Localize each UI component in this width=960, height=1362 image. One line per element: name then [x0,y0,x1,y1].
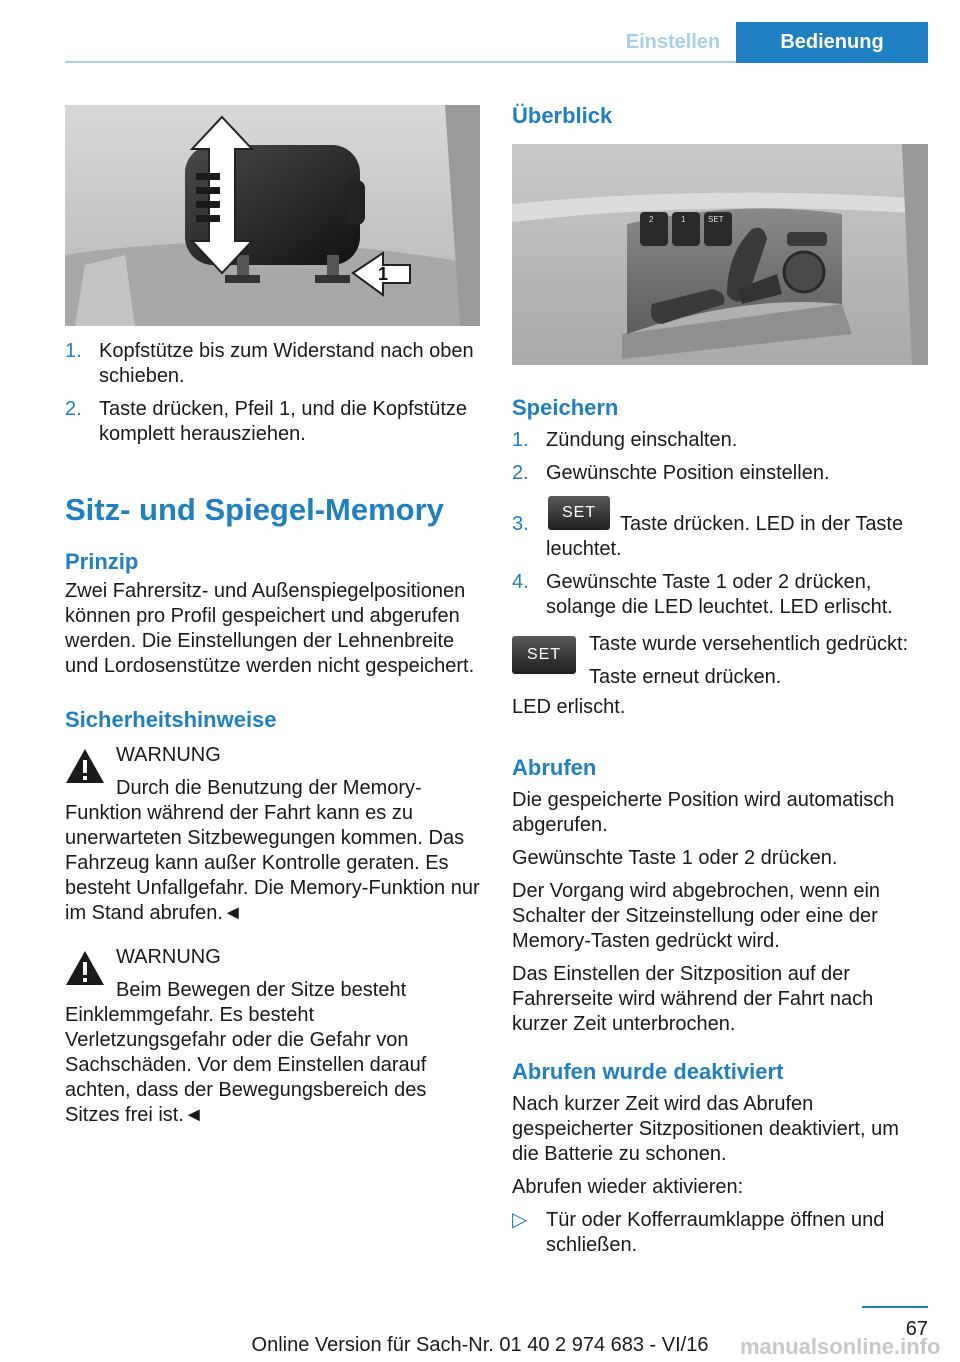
warning-label: WARNUNG [116,946,221,968]
list-item [65,339,480,389]
bullet-triangle-icon: ▷ [512,1209,528,1231]
step-number: 1. [65,340,82,362]
warning-text: Beim Bewegen der Sitze besteht Einklemmgefahr. Es besteht Verletzungsgefahr oder die Gefahr von Sachschäden. Vor dem Einstellen darauf achten, dass der Bewegungsbereich des Sitzes frei ist.◄ [65,979,427,1126]
safety-title: Sicherheitshinweise [65,707,277,732]
warning-block-1 [65,743,480,923]
warning-label: WARNUNG [116,744,221,766]
deactivated-paragraph-2: Abrufen wieder aktivieren: [512,1176,744,1198]
footer-rule [862,1306,928,1308]
set-button-icon: SET [512,636,576,674]
overview-title: Überblick [512,103,613,128]
step-text: Kopfstütze bis zum Widerstand nach oben schieben. [99,340,474,387]
list-item [512,494,928,564]
section-title: Sitz- und Spiegel-Memory [65,492,444,527]
save-step-list [512,428,928,486]
step-number: 2. [65,398,82,420]
tab-einstellen[interactable]: Einstellen [625,31,721,53]
note-block [512,632,928,722]
step-number: 1. [512,429,529,451]
warning-block-2 [65,945,480,1126]
memory-button-2-label: 2 [649,215,654,224]
memory-button-1-label: 1 [681,215,686,224]
list-item [65,397,480,447]
step-text: Taste drücken. LED in der Taste leuchtet. [546,513,904,560]
warning-text: Durch die Benutzung der Memory-Funktion während der Fahrt kann es zu unerwarteten Sitzbewegungen kommen. Das Fahrzeug kann außer Kontrolle geraten. Es besteht Unfallgefahr. Die Memory-Funktion nur im Stand abrufen.◄ [65,777,480,924]
recall-title: Abrufen [512,755,597,780]
headrest-image [65,105,480,326]
step-number: 3. [512,513,529,535]
recall-paragraph-3: Der Vorgang wird abgebrochen, wenn ein Schalter der Sitzeinstellung oder eine der Memory-Tasten gedrückt wird. [512,880,881,952]
list-item [512,1208,928,1263]
note-line-2: Taste erneut drücken. [589,666,782,688]
deactivated-title: Abrufen wurde deaktiviert [512,1059,784,1084]
step-text: Gewünschte Taste 1 oder 2 drücken, solange die LED leuchtet. LED erlischt. [546,571,893,618]
list-item [512,570,928,625]
save-title: Speichern [512,395,619,420]
deactivated-paragraph-1: Nach kurzer Zeit wird das Abrufen gespeicherter Sitzpositionen deaktiviert, um die Batterie zu schonen. [512,1093,899,1165]
callout-1: 1 [378,264,389,284]
note-line-1: Taste wurde versehentlich gedrückt: [589,633,909,655]
watermark: manualsonline.info [740,1334,941,1359]
page-number: 67 [905,1318,928,1340]
recall-paragraph-2: Gewünschte Taste 1 oder 2 drücken. [512,847,838,869]
step-number: 2. [512,462,529,484]
step-text: Gewünschte Position einstellen. [546,462,830,484]
prinzip-text: Zwei Fahrersitz- und Außenspiegelpositionen können pro Profil gespeichert und abgerufen werden. Die Einstellungen der Lehnenbreite und Lordosenstütze werden nicht gespeichert. [65,580,475,677]
step-text: Zündung einschalten. [546,429,738,451]
footer-text: Online Version für Sach-Nr. 01 40 2 974 683 - VI/16 [251,1334,709,1356]
recall-paragraph-4: Das Einstellen der Sitzposition auf der Fahrerseite wird während der Fahrt nach kurzer Zeit unterbrochen. [512,963,874,1035]
step-number: 4. [512,571,529,593]
memory-button-set-label: SET [708,215,724,224]
seat-controls-image [512,144,928,365]
step-text: Taste drücken, Pfeil 1, und die Kopfstütze komplett herausziehen. [99,398,467,445]
prinzip-title: Prinzip [65,549,139,574]
tab-bedienung[interactable]: Bedienung [736,22,928,63]
note-line-3: LED erlischt. [512,696,626,718]
list-item [512,461,928,486]
recall-paragraph-1: Die gespeicherte Position wird automatisch abgerufen. [512,789,895,836]
list-item [512,428,928,453]
set-button-icon: SET [548,496,610,530]
bullet-text: Tür oder Kofferraumklappe öffnen und schließen. [546,1209,885,1256]
step-list [65,339,480,447]
